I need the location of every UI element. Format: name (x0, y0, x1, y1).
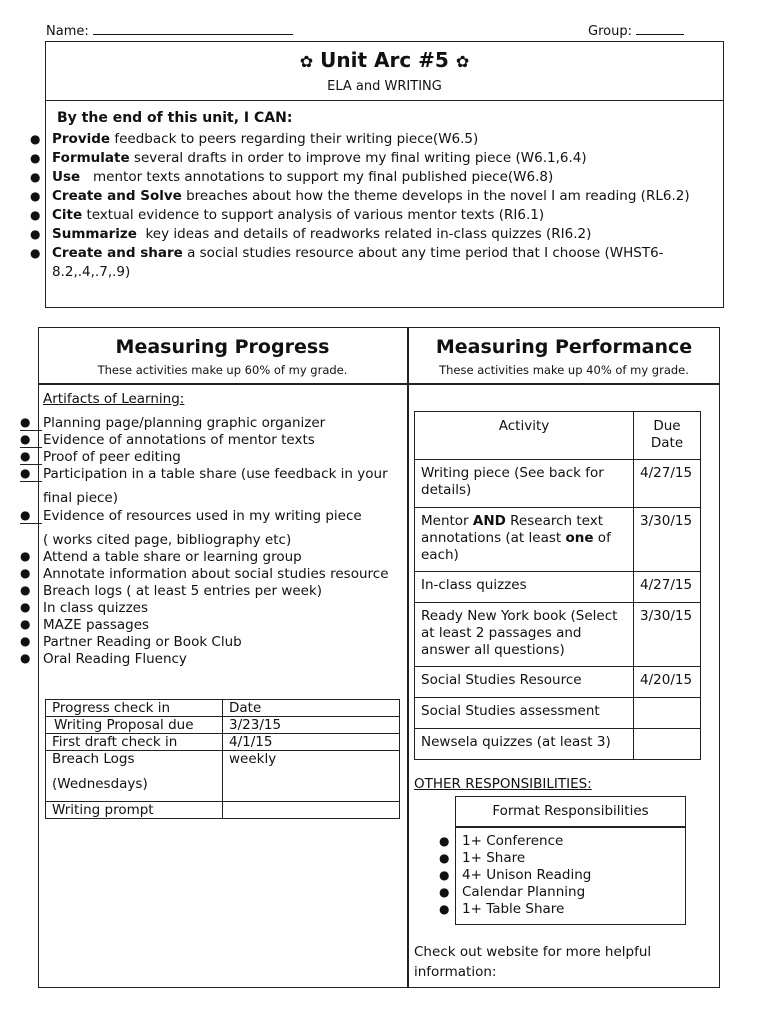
table-cell: In-class quizzes (415, 572, 634, 603)
table-row (415, 460, 701, 508)
list-item: ● Calendar Planning (439, 884, 586, 900)
unit-title-text: Unit Arc #5 (320, 48, 449, 72)
table-row (46, 717, 400, 734)
header-divider (38, 383, 720, 385)
column-divider (407, 327, 409, 988)
list-item: ● 1+ Conference (439, 833, 564, 849)
group-field[interactable] (588, 22, 684, 39)
list-item: ● Annotate information about social studies resource (20, 566, 389, 582)
list-item: ● Partner Reading or Book Club (20, 634, 242, 650)
list-item: ● Use mentor texts annotations to support my final published piece(W6.8) (30, 169, 554, 185)
group-blank[interactable] (636, 22, 684, 35)
table-row (415, 667, 701, 698)
list-item: ● Attend a table share or learning group (20, 549, 302, 565)
goals-list (30, 130, 717, 282)
table-row (46, 802, 400, 819)
performance-activity-table (414, 411, 701, 760)
table-cell: Ready New York book (Select at least 2 passages and answer all questions) (415, 603, 634, 667)
unit-subtitle: ELA and WRITING (327, 79, 442, 94)
list-item: ● Provide feedback to peers regarding their writing piece(W6.5) (30, 131, 479, 147)
table-header-cell: Date (223, 700, 400, 717)
table-row (415, 698, 701, 729)
table-cell (634, 729, 701, 760)
unit-title (45, 48, 724, 72)
artifacts-label: Artifacts of Learning: (43, 391, 185, 407)
list-item: ● Create and Solve breaches about how the theme develops in the novel I am reading (RL6.2) (30, 188, 690, 204)
list-item: ● Create and share a social studies resource about any time period that I choose (WHST6- 8.2,.4,.7,.9) (30, 245, 664, 280)
table-cell: First draft check in (46, 734, 223, 751)
table-row (415, 508, 701, 572)
table-header-cell: Progress check in (46, 700, 223, 717)
table-cell: Newsela quizzes (at least 3) (415, 729, 634, 760)
list-item: ● Evidence of resources used in my writing piece (20, 508, 362, 524)
performance-title: Measuring Performance (435, 336, 693, 358)
list-item: ● Participation in a table share (use feedback in your (20, 466, 388, 482)
table-cell: Writing prompt (46, 802, 223, 819)
table-cell: Writing Proposal due (46, 717, 223, 734)
list-item: ● MAZE passages (20, 617, 150, 633)
table-row (46, 734, 400, 751)
can-heading: By the end of this unit, I CAN: (57, 110, 293, 126)
website-note: Check out website for more helpful information: (414, 944, 652, 980)
table-cell: 4/20/15 (634, 667, 701, 698)
table-cell: Mentor AND Research text annotations (at least one of each) (415, 508, 634, 572)
table-cell (634, 698, 701, 729)
list-item: ● Formulate several drafts in order to improve my final writing piece (W6.1,6.4) (30, 150, 587, 166)
list-item: ● In class quizzes (20, 600, 149, 616)
list-item: ● Proof of peer editing (20, 449, 181, 465)
progress-checkin-table (45, 699, 400, 819)
progress-title: Measuring Progress (115, 336, 330, 358)
table-row (46, 751, 400, 802)
table-cell (223, 802, 400, 819)
flower-icon: ✿ (455, 52, 470, 71)
table-row (415, 603, 701, 667)
progress-subtitle: These activities make up 60% of my grade. (97, 363, 348, 377)
list-item: ● 1+ Table Share (439, 901, 565, 917)
table-cell: 4/27/15 (634, 460, 701, 508)
list-item: ● 1+ Share (439, 850, 526, 866)
list-item: ● Planning page/planning graphic organizer (20, 415, 326, 431)
list-item: ● Oral Reading Fluency (20, 651, 187, 667)
format-list (439, 833, 592, 918)
list-item: ● Cite textual evidence to support analysis of various mentor texts (RI6.1) (30, 207, 545, 223)
list-item-continued: final piece) (43, 490, 118, 506)
name-field[interactable] (46, 22, 293, 39)
table-cell: Writing piece (See back for details) (415, 460, 634, 508)
table-header-cell: Activity (415, 412, 634, 460)
table-cell: Social Studies assessment (415, 698, 634, 729)
format-title: Format Responsibilities (492, 803, 649, 819)
list-item: ● Breach logs ( at least 5 entries per week) (20, 583, 323, 599)
group-label: Group: (588, 24, 632, 39)
other-responsibilities-label: OTHER RESPONSIBILITIES: (414, 776, 592, 792)
name-blank[interactable] (93, 22, 293, 35)
performance-subtitle: These activities make up 40% of my grade. (439, 363, 689, 377)
list-item-continued: ( works cited page, bibliography etc) (43, 532, 292, 548)
table-header-cell: Due Date (634, 412, 701, 460)
table-row (415, 572, 701, 603)
table-cell: 3/30/15 (634, 603, 701, 667)
table-header-row (415, 412, 701, 460)
table-cell: 3/30/15 (634, 508, 701, 572)
table-cell: weekly (223, 751, 400, 802)
format-header-divider (455, 826, 686, 828)
table-cell: 3/23/15 (223, 717, 400, 734)
list-item: ● Summarize key ideas and details of readworks related in-class quizzes (RI6.2) (30, 226, 592, 242)
list-item: ● Evidence of annotations of mentor texts (20, 432, 315, 448)
list-item: ● 4+ Unison Reading (439, 867, 592, 883)
table-cell: Breach Logs (Wednesdays) (46, 751, 223, 802)
table-cell: 4/1/15 (223, 734, 400, 751)
table-row (415, 729, 701, 760)
table-header-row (46, 700, 400, 717)
flower-icon: ✿ (299, 52, 314, 71)
name-label: Name: (46, 24, 89, 39)
table-cell: Social Studies Resource (415, 667, 634, 698)
table-cell: 4/27/15 (634, 572, 701, 603)
